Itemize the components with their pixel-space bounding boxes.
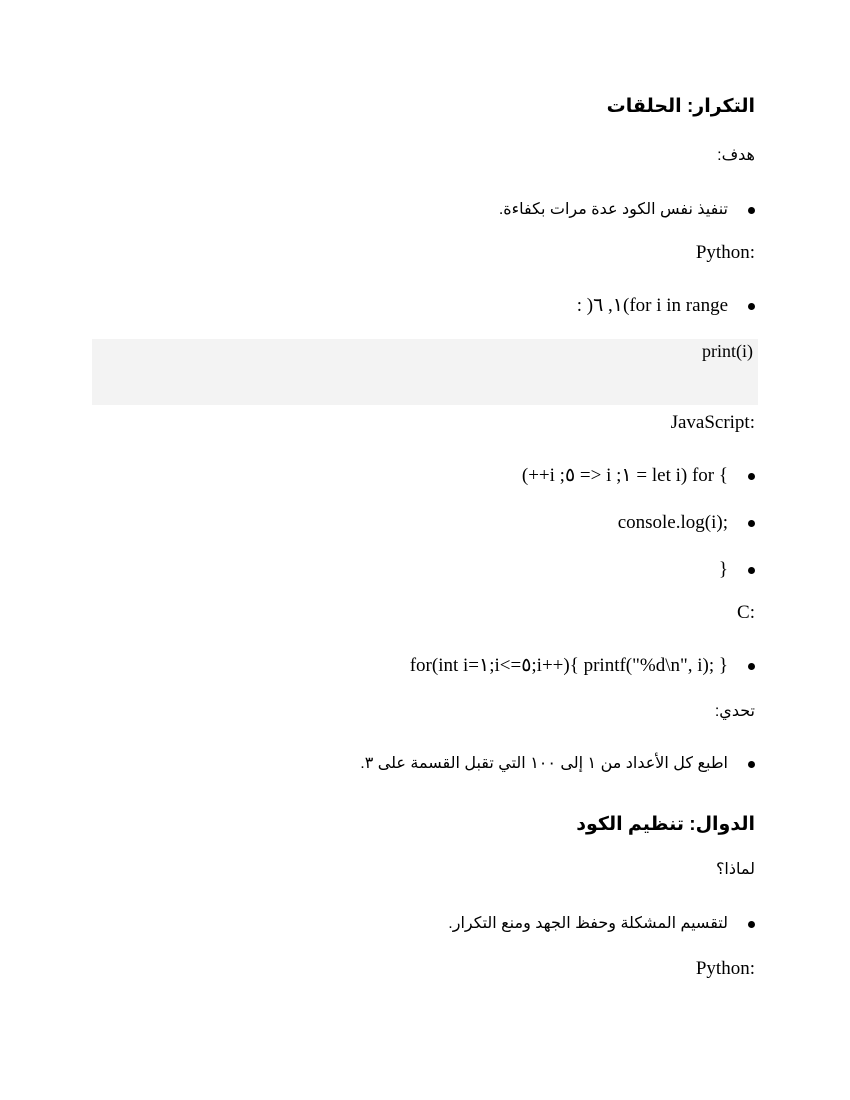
bullet-icon — [748, 663, 755, 670]
challenge-item-text: اطبع كل الأعداد من ١ إلى ١٠٠ التي تقبل القسمة على ٣. — [360, 755, 728, 772]
bullet-icon — [748, 303, 755, 310]
python-code-text: print(i) — [702, 341, 753, 361]
bullet-icon — [748, 761, 755, 768]
loops-heading: التكرار: الحلقات — [606, 96, 755, 117]
code-block — [92, 339, 758, 405]
python-label: :Python — [695, 242, 755, 263]
c-loop-line: for(int i=١;i<=٥;i++){ printf("%d\n", i); } — [409, 655, 728, 676]
js-close-line: { — [718, 559, 728, 580]
js-body-line: ;console.log(i) — [617, 512, 728, 533]
bullet-icon — [748, 207, 755, 214]
challenge-label: تحدي: — [714, 703, 755, 720]
list-item — [719, 558, 755, 582]
python-label-2: :Python — [695, 958, 755, 979]
bullet-icon — [748, 921, 755, 928]
goal-label: هدف: — [717, 147, 755, 164]
list-item — [522, 464, 755, 488]
why-label: لماذا؟ — [715, 861, 755, 878]
why-item-text: لتقسيم المشكلة وحفظ الجهد ومنع التكرار. — [448, 915, 728, 932]
js-loop-line: } for (let i = ١; i <= ٥; i++) — [521, 465, 728, 486]
list-item — [410, 654, 755, 678]
c-label: :C — [737, 602, 755, 623]
list-item — [618, 511, 755, 535]
functions-heading: الدوال: تنظيم الكود — [576, 814, 755, 835]
bullet-icon — [748, 520, 755, 527]
javascript-label: :JavaScript — [670, 412, 755, 433]
list-item — [499, 198, 755, 222]
bullet-icon — [748, 473, 755, 480]
list-item — [360, 752, 755, 776]
bullet-icon — [748, 567, 755, 574]
goal-item-text: تنفيذ نفس الكود عدة مرات بكفاءة. — [498, 201, 728, 218]
list-item — [448, 912, 755, 936]
python-loop-line: for i in range)١, ٦( : — [576, 295, 728, 316]
list-item — [577, 294, 755, 318]
